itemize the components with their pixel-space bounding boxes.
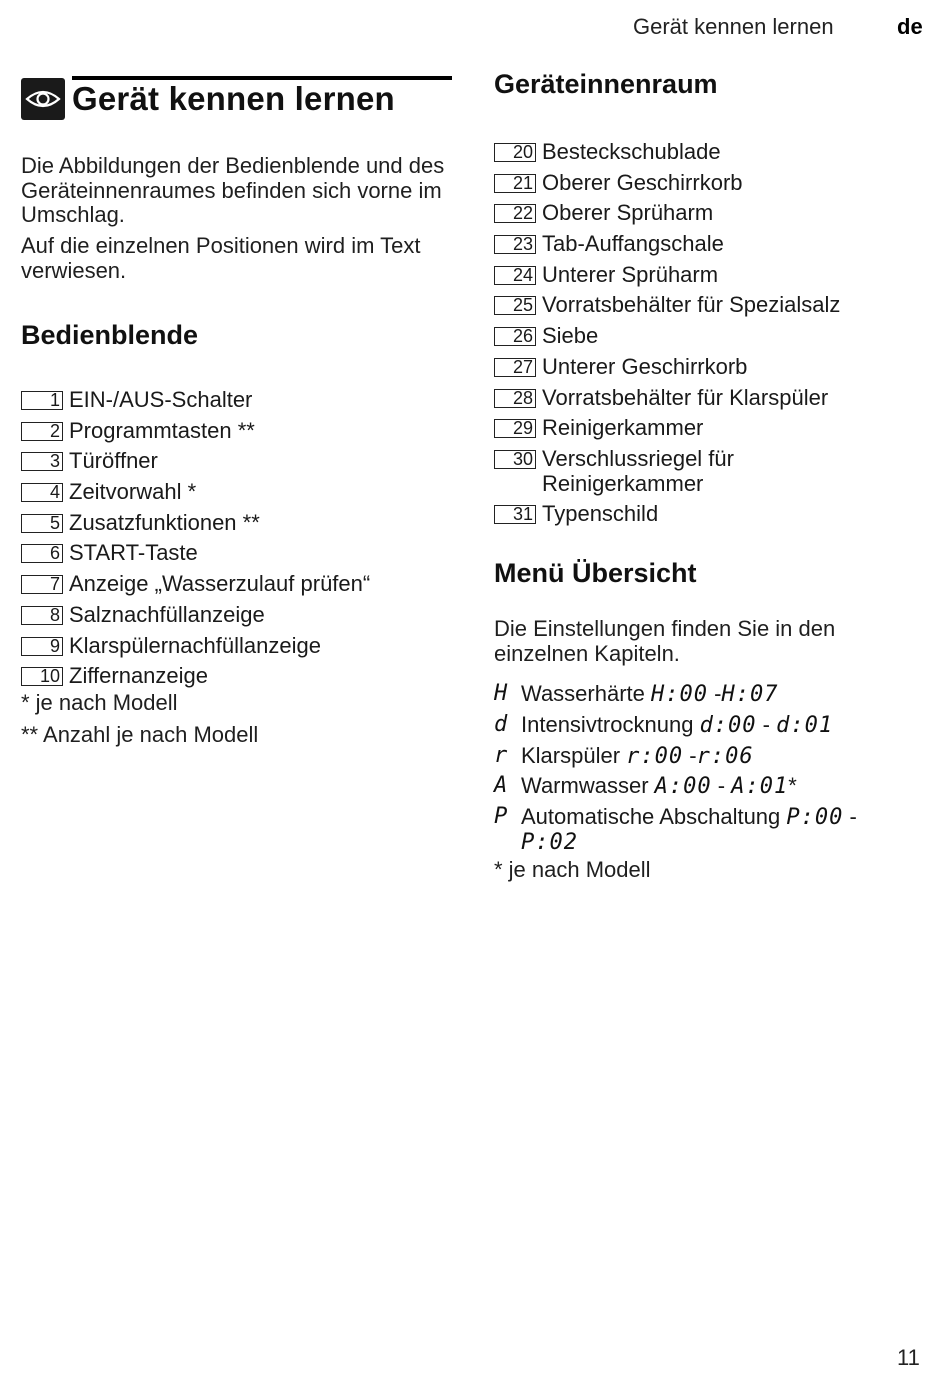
item-label: Vorratsbehälter für Klarspüler [542, 384, 829, 410]
item-label: Typenschild [542, 501, 659, 527]
position-number: 26 [494, 327, 536, 346]
position-number: 5 [21, 514, 63, 533]
position-number: 10 [21, 667, 63, 686]
menu-item-label: Klarspüler [521, 742, 621, 768]
list-item [21, 480, 453, 511]
list-item [494, 201, 934, 232]
item-label: Anzeige „Wasserzulauf prüfen“ [69, 571, 371, 597]
intro-paragraph-1: Die Abbildungen der Bedienblende und des Geräteinnenraumes befinden sich vorne im Umschlag. [21, 153, 445, 227]
item-label: Zusatzfunktionen ** [69, 509, 260, 535]
range-separator: - [711, 773, 732, 799]
range-to: r:06 [696, 743, 754, 769]
list-item [21, 634, 453, 665]
position-number: 21 [494, 174, 536, 193]
display-letter: A [494, 773, 509, 799]
running-header-language: de [897, 14, 923, 39]
range-separator: - [756, 711, 777, 737]
intro-paragraph-2: Auf die einzelnen Positionen wird im Text verwiesen. [21, 233, 421, 283]
item-label: Ziffernanzeige [69, 663, 209, 689]
item-label: Vorratsbehälter für Spezialsalz [542, 292, 841, 318]
item-label: Tab-Auffangschale [542, 231, 724, 257]
list-item [494, 293, 934, 324]
menu-item-text [521, 682, 778, 707]
range-to: A:01 [731, 774, 789, 800]
menu-item-label: Wasserhärte [521, 681, 645, 706]
list-item [494, 416, 934, 447]
menu-footnote: * je nach Modell [494, 857, 651, 882]
position-number: 3 [21, 452, 63, 471]
item-label: Oberer Geschirrkorb [542, 169, 743, 195]
list-item [494, 386, 934, 417]
footnote-count: ** Anzahl je nach Modell [21, 722, 259, 747]
position-number: 23 [494, 235, 536, 254]
page-number: 11 [897, 1345, 920, 1370]
position-number: 9 [21, 637, 63, 656]
item-label: Salznachfüllanzeige [69, 601, 265, 627]
range-from: r:00 [626, 743, 684, 769]
menu-item-text [521, 713, 833, 738]
list-item [21, 388, 453, 419]
item-label: Zeitvorwahl * [69, 479, 197, 505]
list-item [494, 140, 934, 171]
menu-item-text [521, 744, 754, 769]
display-letter: P [494, 804, 509, 830]
position-number: 28 [494, 389, 536, 408]
item-label: Türöffner [69, 448, 158, 474]
display-letter: d [494, 711, 509, 737]
range-suffix: * [788, 773, 797, 799]
position-number: 29 [494, 419, 536, 438]
list-item [494, 447, 934, 503]
range-from: H:00 [651, 682, 708, 707]
position-number: 31 [494, 505, 536, 524]
range-from: d:00 [699, 712, 757, 738]
list-item [21, 449, 453, 480]
position-number: 22 [494, 204, 536, 223]
innenraum-heading: Geräteinnenraum [494, 69, 718, 99]
bedienblende-heading: Bedienblende [21, 320, 199, 350]
eye-icon [21, 78, 65, 120]
item-label: Verschlussriegel für [542, 445, 734, 471]
item-label: START-Taste [69, 540, 198, 566]
range-from: A:00 [654, 774, 712, 800]
item-label: Programmtasten ** [69, 417, 255, 443]
item-label-continued: Reinigerkammer [542, 470, 704, 496]
menu-item-text [521, 805, 891, 855]
display-letter: H [494, 681, 509, 706]
list-item [494, 171, 934, 202]
position-number: 2 [21, 422, 63, 441]
position-number: 1 [21, 391, 63, 410]
item-label: Siebe [542, 323, 599, 349]
range-to: H:07 [721, 682, 779, 707]
item-label: Reinigerkammer [542, 415, 704, 441]
position-number: 24 [494, 266, 536, 285]
list-item [21, 603, 453, 634]
position-number: 4 [21, 483, 63, 502]
list-item [494, 502, 934, 533]
menu-item-label: Automatische Abschaltung [521, 804, 781, 830]
range-separator: - [843, 804, 857, 830]
list-item [21, 541, 453, 572]
list-item [494, 355, 934, 386]
list-item [21, 419, 453, 450]
innenraum-list [494, 140, 934, 533]
list-item [21, 511, 453, 542]
range-separator: - [683, 742, 697, 768]
item-label: Unterer Geschirrkorb [542, 353, 748, 379]
range-to: P:02 [521, 830, 578, 856]
display-letter: r [494, 742, 509, 768]
position-number: 25 [494, 296, 536, 315]
list-item [21, 572, 453, 603]
list-item [494, 232, 934, 263]
item-label: Klarspülernachfüllanzeige [69, 632, 321, 658]
running-header-section: Gerät kennen lernen [633, 14, 834, 39]
range-to: d:01 [776, 712, 834, 738]
range-from: P:00 [786, 805, 844, 831]
menu-item-label: Intensivtrocknung [521, 711, 694, 737]
menu-intro: Die Einstellungen finden Sie in den einzelnen Kapiteln. [494, 616, 836, 666]
menu-item-text [521, 774, 797, 799]
list-item [494, 324, 934, 355]
item-label: Unterer Sprüharm [542, 261, 719, 287]
bedienblende-list [21, 388, 453, 695]
list-item [494, 263, 934, 294]
menu-heading: Menü Übersicht [494, 558, 697, 588]
range-separator: - [708, 681, 722, 706]
position-number: 30 [494, 450, 536, 469]
position-number: 7 [21, 575, 63, 594]
position-number: 20 [494, 143, 536, 162]
position-number: 27 [494, 358, 536, 377]
item-label: Oberer Sprüharm [542, 200, 714, 226]
position-number: 8 [21, 606, 63, 625]
page-title: Gerät kennen lernen [72, 80, 395, 117]
position-number: 6 [21, 544, 63, 563]
footnote-model: * je nach Modell [21, 690, 178, 715]
item-label: EIN-/AUS-Schalter [69, 387, 253, 412]
menu-item-label: Warmwasser [521, 773, 649, 799]
item-label: Besteckschublade [542, 139, 721, 164]
